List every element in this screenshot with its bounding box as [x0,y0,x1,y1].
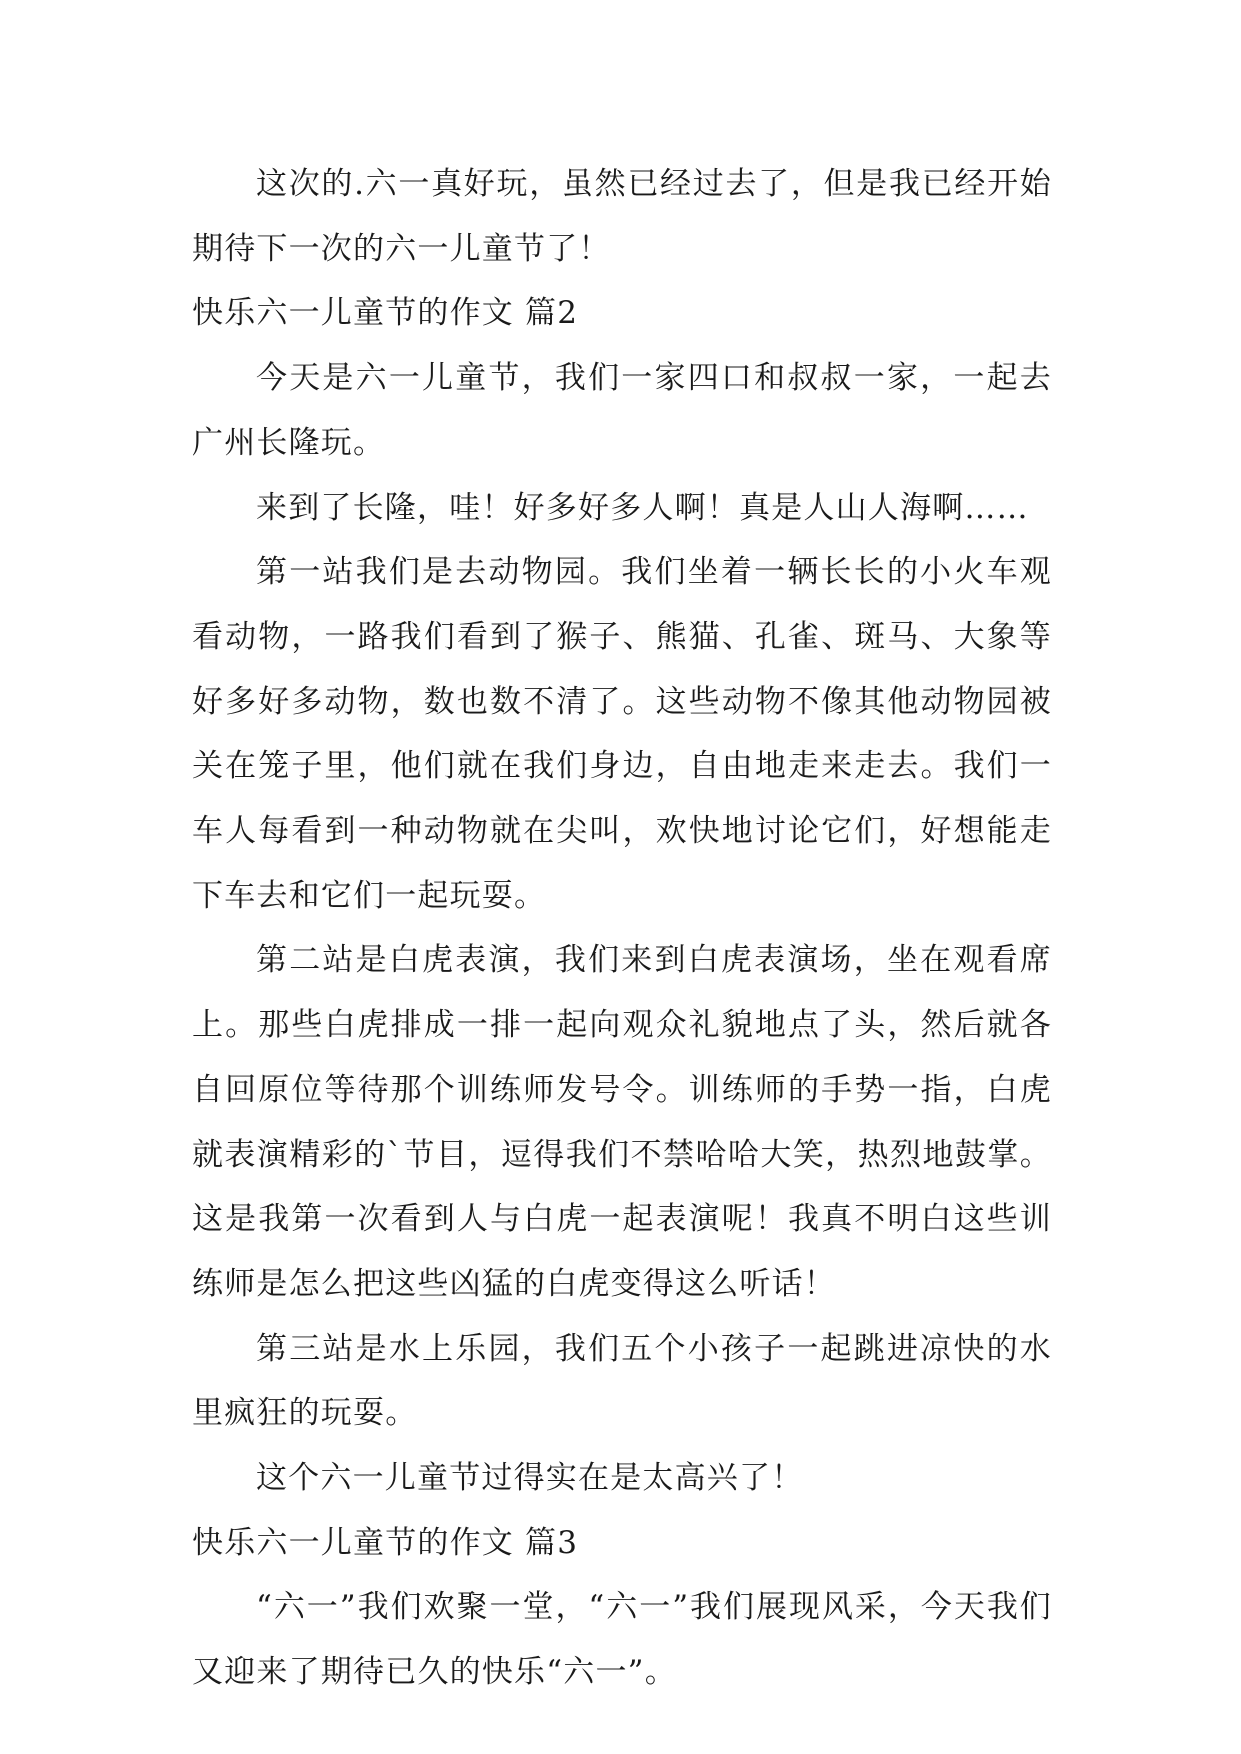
paragraph: 第一站我们是去动物园。我们坐着一辆长长的小火车观看动物，一路我们看到了猴子、熊猫、孔雀、斑马、大象等好多好多动物，数也数不清了。这些动物不像其他动物园被关在笼子里，他们就在我们身边，自由地走来走去。我们一车人每看到一种动物就在尖叫，欢快地讨论它们，好想能走下车去和它们一起玩耍。 [192,554,1052,914]
paragraph: 这次的.六一真好玩，虽然已经过去了，但是我已经开始期待下一次的六一儿童节了！ [192,166,1052,267]
paragraph: “六一”我们欢聚一堂，“六一”我们展现风采，今天我们又迎来了期待已久的快乐“六一”。 [192,1589,1052,1691]
paragraph: 第三站是水上乐园，我们五个小孩子一起跳进凉快的水里疯狂的玩耍。 [192,1330,1052,1432]
paragraph: 第二站是白虎表演，我们来到白虎表演场，坐在观看席上。那些白虎排成一排一起向观众礼貌地点了头，然后就各自回原位等待那个训练师发号令。训练师的手势一指，白虎就表演精彩的`节目，逗得我们不禁哈哈大笑，热烈地鼓掌。这是我第一次看到人与白虎一起表演呢！我真不明白这些训练师是怎么把这些凶猛的白虎变得这么听话！ [192,942,1052,1302]
section-heading: 快乐六一儿童节的作文 篇2 [192,295,579,332]
document-body [192,152,1052,1705]
section-heading: 快乐六一儿童节的作文 篇3 [192,1524,579,1561]
paragraph: 今天是六一儿童节，我们一家四口和叔叔一家，一起去广州长隆玩。 [192,360,1052,461]
paragraph: 来到了长隆，哇！好多好多人啊！真是人山人海啊…… [256,489,1029,526]
paragraph: 这个六一儿童节过得实在是太高兴了！ [256,1460,804,1497]
